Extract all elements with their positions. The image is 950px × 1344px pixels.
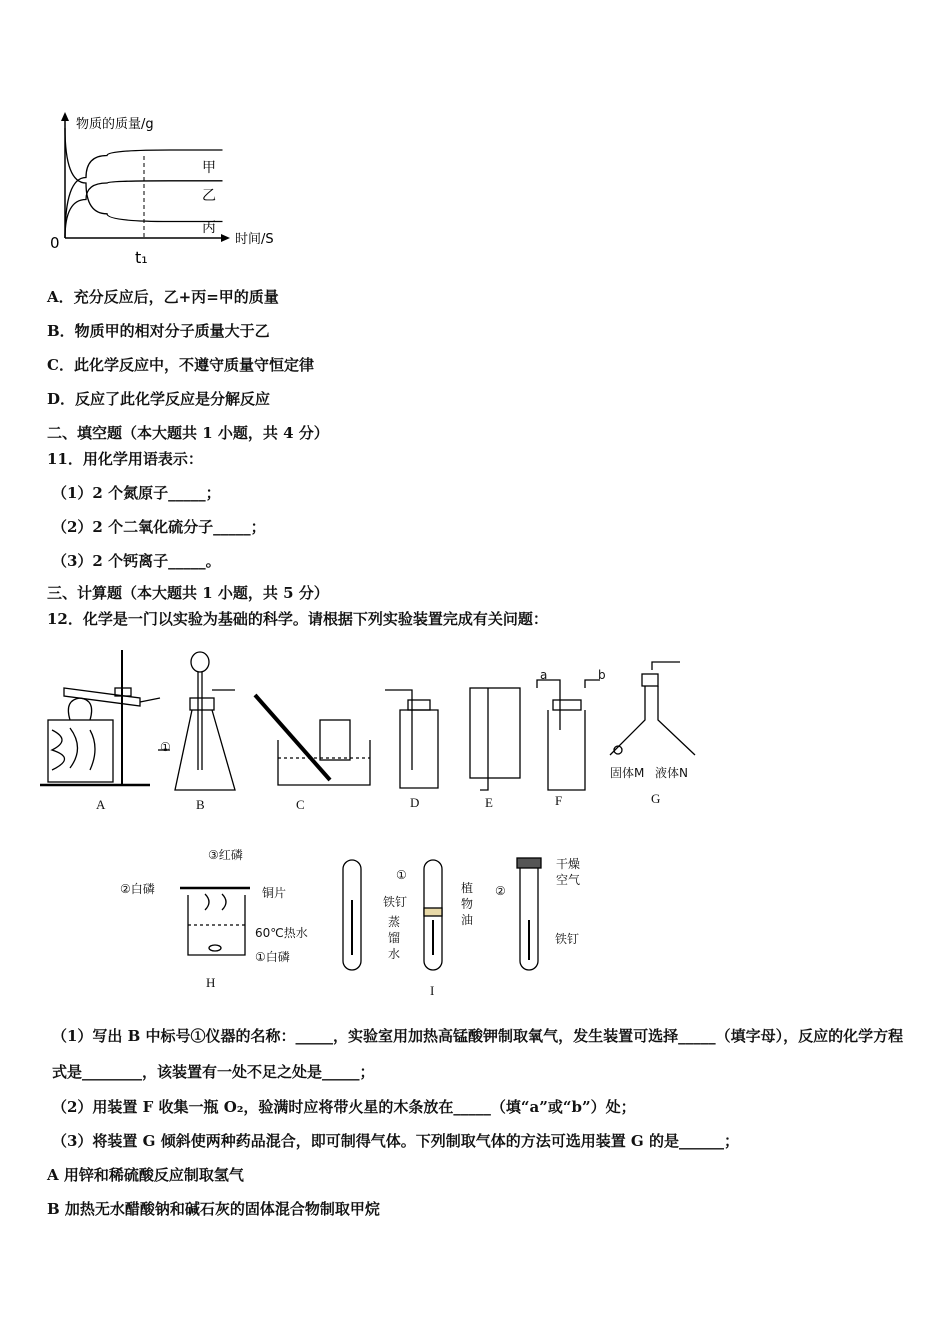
h-red-p-label: ③红磷 — [208, 848, 243, 862]
label-b: B — [196, 797, 205, 812]
q11-item-3: （3）2 个钙离子_____。 — [52, 552, 221, 570]
mass-time-chart — [40, 108, 300, 268]
apparatus-row-2 — [110, 840, 610, 990]
option-a: A．充分反应后，乙+丙=甲的质量 — [47, 288, 279, 306]
label-g: G — [651, 791, 661, 806]
f-b-label: b — [598, 668, 606, 682]
i-oil-label: 植物油 — [461, 881, 474, 927]
apparatus-c — [255, 695, 370, 785]
g-liquid-label: 液体N — [655, 766, 688, 780]
option-d: D．反应了此化学反应是分解反应 — [47, 390, 271, 408]
apparatus-f — [537, 680, 600, 790]
label-c: C — [296, 797, 305, 812]
label-a: A — [96, 797, 106, 812]
i-air-label: 干燥空气 — [556, 857, 581, 887]
label-d: D — [410, 795, 420, 810]
label-i: I — [430, 983, 435, 998]
section3-heading: 三、计算题（本大题共 1 小题，共 5 分） — [47, 584, 329, 602]
q11-item-2: （2）2 个二氧化硫分子_____； — [52, 518, 266, 536]
y-axis-label: 物质的质量/g — [76, 117, 154, 132]
apparatus-g — [610, 662, 695, 755]
g-solid-label: 固体M — [610, 766, 645, 780]
i-nail2-label: 铁钉 — [555, 932, 580, 946]
apparatus-d — [385, 690, 438, 788]
q11-item-1: （1）2 个氮原子_____； — [52, 484, 221, 502]
apparatus-b — [158, 652, 235, 790]
q11-stem: 11．用化学用语表示： — [47, 450, 203, 468]
q12-choice-b: B 加热无水醋酸钠和碱石灰的固体混合物制取甲烷 — [47, 1200, 380, 1218]
i-nail-label: 铁钉 — [383, 895, 408, 909]
apparatus-i — [343, 858, 541, 970]
label-f: F — [555, 793, 563, 808]
q12-part-1: （1）写出 B 中标号①仪器的名称：_____，实验室用加热高锰酸钾制取氧气，发生装置可选择_____（填字母），反应的化学方程式是________，该装置有一处不足之处是_____； — [52, 1027, 904, 1081]
series-label-yi: 乙 — [202, 188, 216, 204]
x-axis-label: 时间/S — [235, 232, 274, 247]
f-a-label: a — [540, 668, 548, 682]
h-white-p-label: ②白磷 — [120, 882, 155, 896]
section2-heading: 二、填空题（本大题共 1 小题，共 4 分） — [47, 424, 329, 442]
b-marker-label: ① — [160, 740, 171, 754]
apparatus-h — [180, 888, 250, 955]
q12-part-3: （3）将装置 G 倾斜使两种药品混合，即可制得气体。下列制取气体的方法可选用装置 G 的是______； — [52, 1132, 739, 1150]
label-h: H — [206, 975, 216, 990]
x-tick-t1: t₁ — [135, 248, 148, 267]
series-label-jia: 甲 — [202, 160, 216, 176]
option-c: C．此化学反应中，不遵守质量守恒定律 — [47, 356, 314, 374]
series-label-bing: 丙 — [202, 220, 216, 236]
y-axis-arrow — [61, 112, 69, 121]
apparatus-a — [40, 650, 160, 785]
q12-stem: 12．化学是一门以实验为基础的科学。请根据下列实验装置完成有关问题： — [47, 610, 548, 628]
label-e: E — [485, 795, 493, 810]
h-copper-label: 铜片 — [262, 886, 287, 900]
i-marker-1: ① — [396, 868, 407, 882]
h-white-p2-label: ①白磷 — [255, 950, 290, 964]
apparatus-e — [470, 688, 520, 790]
q12-choice-a: A 用锌和稀硫酸反应制取氢气 — [47, 1166, 244, 1184]
x-axis-arrow — [221, 234, 230, 242]
q12-part-2: （2）用装置 F 收集一瓶 O₂，验满时应将带火星的木条放在_____（填“a”或“b”）处； — [52, 1098, 636, 1116]
i-water-label: 蒸馏水 — [388, 915, 401, 961]
i-marker-2: ② — [495, 884, 506, 898]
origin-label: 0 — [50, 234, 60, 252]
option-b: B．物质甲的相对分子质量大于乙 — [47, 322, 270, 340]
h-water-label: 60℃热水 — [255, 926, 308, 940]
